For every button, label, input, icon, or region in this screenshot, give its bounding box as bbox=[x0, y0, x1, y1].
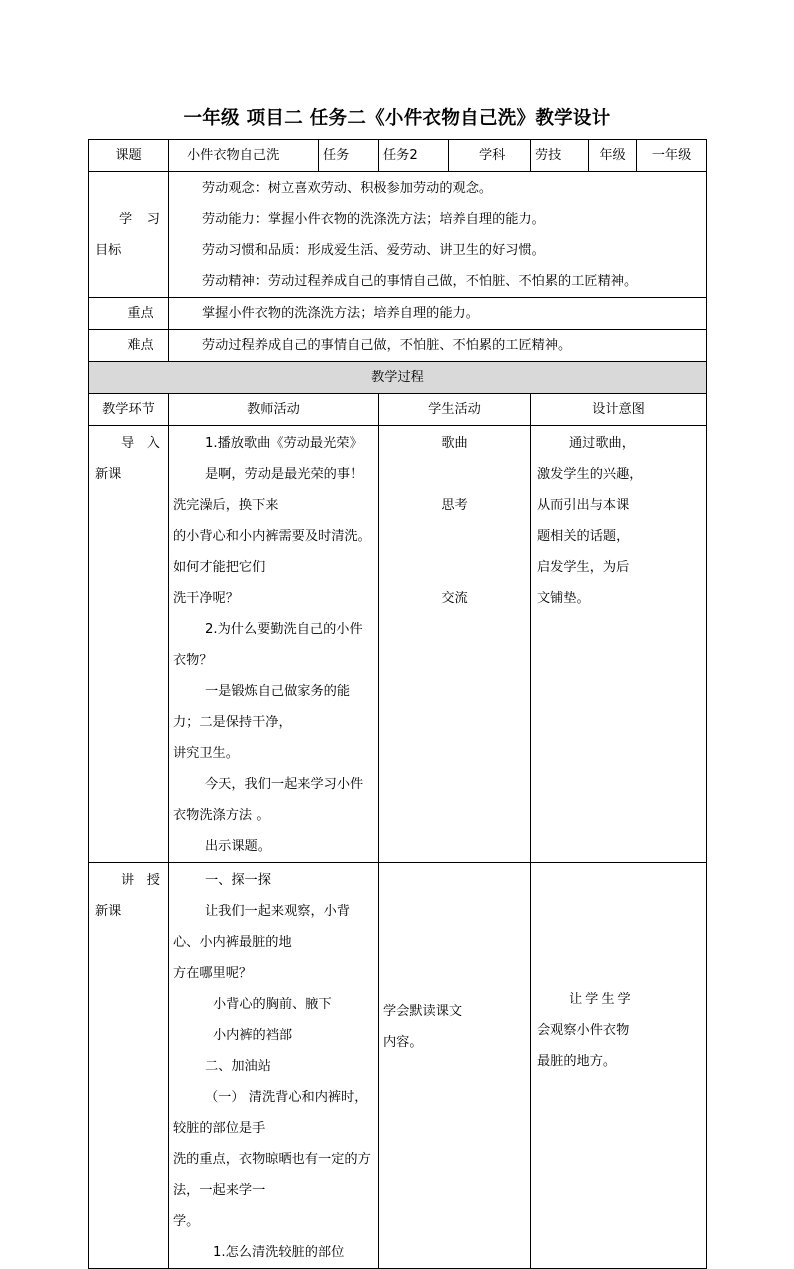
teach-line: （一） 清洗背心和内裤时，较脏的部位是手 bbox=[173, 1090, 368, 1136]
teach-line: 1.怎么清洗较脏的部位 bbox=[213, 1245, 345, 1260]
intro-line: 今天，我们一起来学习小件衣物洗涤方法 。 bbox=[173, 777, 364, 823]
teach-stage-line-1: 讲 授 bbox=[121, 873, 160, 888]
key-point-label: 重点 bbox=[89, 298, 169, 330]
process-header: 教学过程 bbox=[89, 362, 707, 394]
col-teacher-header: 教师活动 bbox=[169, 394, 379, 426]
intro-line: 洗干净呢？ bbox=[173, 591, 239, 606]
intro-stage-line-1: 导 入 bbox=[121, 436, 160, 451]
teach-line: 一、探一探 bbox=[205, 873, 271, 888]
grade-label: 年级 bbox=[589, 140, 637, 172]
intro-intent-line: 文铺垫。 bbox=[537, 591, 590, 606]
intro-line: 1.播放歌曲《劳动最光荣》 bbox=[205, 436, 363, 451]
goals-label-line-1: 学 习 bbox=[119, 211, 160, 227]
teach-student-line: 内容。 bbox=[383, 1034, 423, 1050]
task-label: 任务 bbox=[319, 140, 379, 172]
intro-line: 一是锻炼自己做家务的能力；二是保持干净， bbox=[173, 684, 351, 730]
teach-teacher bbox=[169, 863, 379, 1269]
col-stage-header: 教学环节 bbox=[89, 394, 169, 426]
task-value: 任务2 bbox=[379, 140, 449, 172]
difficulty-label: 难点 bbox=[89, 330, 169, 362]
teach-line: 小背心的胸前、腋下 bbox=[213, 997, 332, 1012]
goals-label-line-2: 目标 bbox=[95, 242, 122, 258]
goal-item: 劳动精神：劳动过程养成自己的事情自己做，不怕脏、不怕累的工匠精神。 bbox=[202, 273, 638, 289]
intro-line: 讲究卫生。 bbox=[173, 746, 239, 761]
teach-line: 学。 bbox=[173, 1214, 200, 1229]
topic-value: 小件衣物自己洗 bbox=[169, 140, 319, 172]
teach-intent-line: 最脏的地方。 bbox=[537, 1054, 617, 1069]
intro-intent-line: 激发学生的兴趣， bbox=[537, 467, 643, 482]
goals-label bbox=[89, 172, 169, 298]
topic-label: 课题 bbox=[89, 140, 169, 172]
teach-stage-line-2: 新课 bbox=[95, 904, 122, 919]
teach-line: 方在哪里呢？ bbox=[173, 966, 253, 981]
intro-intent-line: 启发学生，为后 bbox=[537, 560, 630, 575]
intro-stage bbox=[89, 426, 169, 863]
difficulty-text: 劳动过程养成自己的事情自己做，不怕脏、不怕累的工匠精神。 bbox=[169, 330, 707, 362]
intro-line: 出示课题。 bbox=[205, 839, 271, 854]
goal-item: 劳动观念：树立喜欢劳动、积极参加劳动的观念。 bbox=[202, 180, 493, 196]
intro-student bbox=[379, 426, 531, 863]
teach-intent-line: 让学生学 bbox=[569, 992, 634, 1007]
intro-intent-line: 从而引出与本课 bbox=[537, 498, 630, 513]
intro-line: 2.为什么要勤洗自己的小件衣物？ bbox=[173, 622, 363, 668]
intro-line: 是啊，劳动是最光荣的事！洗完澡后，换下来 bbox=[173, 467, 364, 513]
teach-line: 洗的重点，衣物晾晒也有一定的方法，一起来学一 bbox=[173, 1152, 371, 1198]
subject-value: 劳技 bbox=[531, 140, 589, 172]
teach-student-line: 学会默读课文 bbox=[383, 1003, 463, 1019]
teach-student bbox=[379, 863, 531, 1269]
key-point-text: 掌握小件衣物的洗涤洗方法；培养自理的能力。 bbox=[169, 298, 707, 330]
goals-content bbox=[169, 172, 707, 298]
page-title: 一年级 项目二 任务二《小件衣物自己洗》教学设计 bbox=[183, 108, 611, 129]
intro-intent bbox=[531, 426, 707, 863]
goal-item: 劳动习惯和品质：形成爱生活、爱劳动、讲卫生的好习惯。 bbox=[202, 242, 545, 258]
teach-stage bbox=[89, 863, 169, 1269]
intro-stage-line-2: 新课 bbox=[95, 467, 122, 482]
lesson-plan-table bbox=[88, 139, 707, 1269]
intro-student-item: 思考 bbox=[441, 498, 468, 513]
intro-teacher bbox=[169, 426, 379, 863]
intro-student-item: 歌曲 bbox=[441, 436, 468, 451]
intro-intent-line: 题相关的话题， bbox=[537, 529, 630, 544]
subject-label: 学科 bbox=[449, 140, 531, 172]
teach-intent-line: 会观察小件衣物 bbox=[537, 1023, 630, 1038]
teach-intent bbox=[531, 863, 707, 1269]
col-intent-header: 设计意图 bbox=[531, 394, 707, 426]
grade-value: 一年级 bbox=[637, 140, 707, 172]
goal-item: 劳动能力：掌握小件衣物的洗涤洗方法；培养自理的能力。 bbox=[202, 211, 545, 227]
intro-student-item: 交流 bbox=[441, 591, 468, 606]
teach-line: 小内裤的裆部 bbox=[213, 1028, 293, 1043]
intro-line: 的小背心和小内裤需要及时清洗。如何才能把它们 bbox=[173, 529, 371, 575]
teach-line: 二、加油站 bbox=[205, 1059, 271, 1074]
teach-line: 让我们一起来观察，小背心、小内裤最脏的地 bbox=[173, 904, 351, 950]
intro-intent-line: 通过歌曲， bbox=[569, 436, 635, 451]
col-student-header: 学生活动 bbox=[379, 394, 531, 426]
